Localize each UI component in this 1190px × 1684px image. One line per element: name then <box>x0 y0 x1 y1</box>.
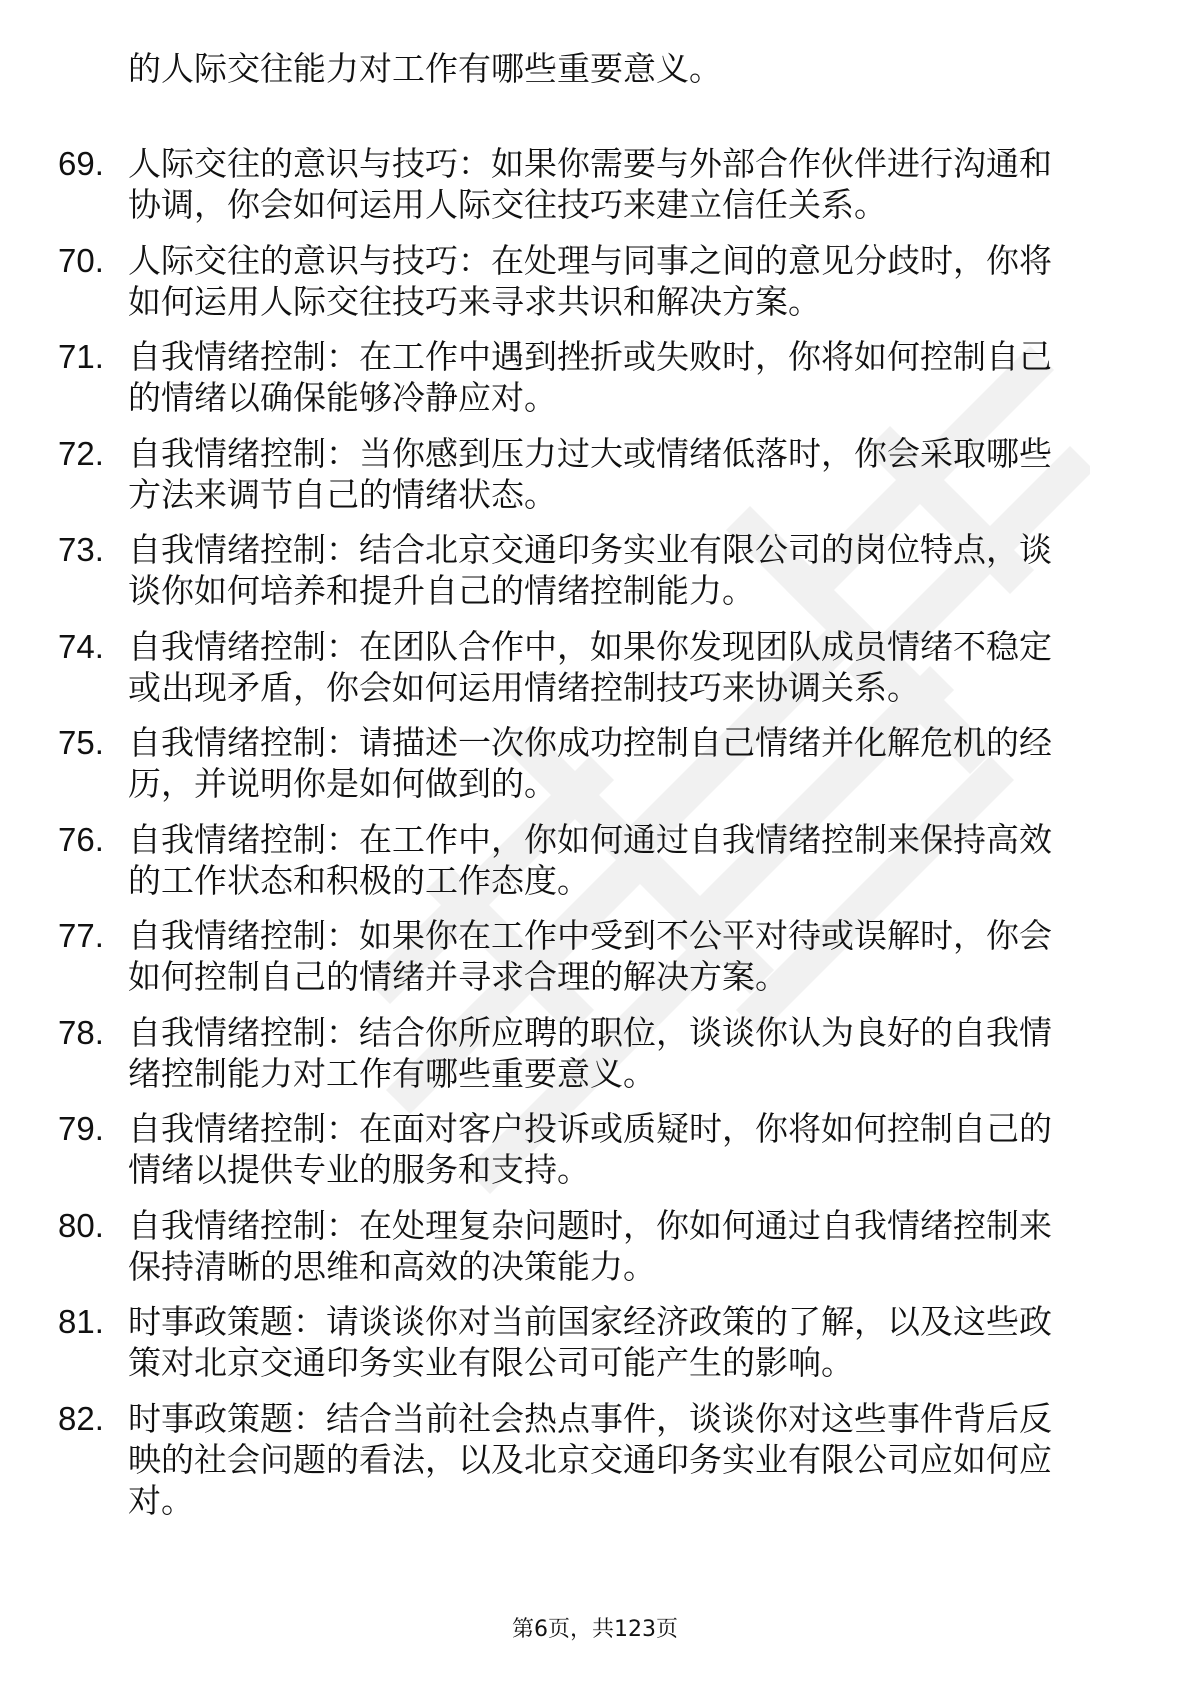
question-text-line: 时事政策题：结合当前社会热点事件，谈谈你对这些事件背后反 <box>128 1398 1052 1438</box>
question-text-line: 策对北京交通印务实业有限公司可能产生的影响。 <box>128 1343 854 1382</box>
question-text-line: 的工作状态和积极的工作态度。 <box>128 860 590 900</box>
page-footer: 第6页，共123页 <box>512 1617 678 1642</box>
question-number: 79. <box>58 1110 104 1147</box>
continuation-line: 的人际交往能力对工作有哪些重要意义。 <box>128 49 722 88</box>
question-number: 75. <box>58 724 104 761</box>
question-text <box>128 626 1118 708</box>
question-text <box>128 819 1118 901</box>
question-text <box>128 1108 1118 1190</box>
question-number: 82. <box>58 1399 104 1437</box>
question-text-line: 对。 <box>128 1480 194 1520</box>
question-text-line: 如何运用人际交往技巧来寻求共识和解决方案。 <box>128 281 821 321</box>
question-text-line: 自我情绪控制：在工作中遇到挫折或失败时，你将如何控制自己 <box>128 337 1052 376</box>
question-text-line: 自我情绪控制：如果你在工作中受到不公平对待或误解时，你会 <box>128 916 1052 955</box>
question-text <box>128 1012 1118 1094</box>
question-text-line: 映的社会问题的看法，以及北京交通印务实业有限公司应如何应 <box>128 1439 1052 1479</box>
question-text <box>128 336 1118 418</box>
question-number: 80. <box>58 1206 104 1244</box>
question-text-line: 的情绪以确保能够冷静应对。 <box>128 378 557 417</box>
question-text <box>128 143 1118 225</box>
question-text-line: 自我情绪控制：在团队合作中，如果你发现团队成员情绪不稳定 <box>128 626 1052 666</box>
question-text <box>128 1301 1118 1383</box>
question-text-line: 人际交往的意识与技巧：如果你需要与外部合作伙伴进行沟通和 <box>128 144 1052 183</box>
question-text-line: 时事政策题：请谈谈你对当前国家经济政策的了解，以及这些政 <box>128 1302 1052 1341</box>
question-text-line: 自我情绪控制：结合你所应聘的职位，谈谈你认为良好的自我情 <box>128 1012 1052 1052</box>
question-number: 73. <box>58 531 104 568</box>
question-text <box>128 433 1118 515</box>
question-text-line: 方法来调节自己的情绪状态。 <box>128 474 557 514</box>
question-text-line: 自我情绪控制：在处理复杂问题时，你如何通过自我情绪控制来 <box>128 1205 1052 1245</box>
question-text-line: 自我情绪控制：当你感到压力过大或情绪低落时，你会采取哪些 <box>128 433 1052 473</box>
question-number: 81. <box>58 1303 104 1340</box>
question-text-line: 自我情绪控制：请描述一次你成功控制自己情绪并化解危机的经 <box>128 723 1052 762</box>
question-text <box>128 1398 1118 1521</box>
question-text-line: 自我情绪控制：在面对客户投诉或质疑时，你将如何控制自己的 <box>128 1109 1052 1148</box>
question-number: 76. <box>58 820 104 858</box>
question-text-line: 或出现矛盾，你会如何运用情绪控制技巧来协调关系。 <box>128 667 920 707</box>
question-number: 78. <box>58 1013 104 1051</box>
question-text <box>128 722 1118 804</box>
question-text-line: 谈你如何培养和提升自己的情绪控制能力。 <box>128 571 755 610</box>
question-text-line: 情绪以提供专业的服务和支持。 <box>128 1150 590 1189</box>
question-text-line: 保持清晰的思维和高效的决策能力。 <box>128 1246 656 1286</box>
question-text <box>128 915 1118 997</box>
question-text-line: 协调，你会如何运用人际交往技巧来建立信任关系。 <box>128 185 887 224</box>
question-number: 69. <box>58 145 104 182</box>
question-text <box>128 1205 1118 1287</box>
question-number: 74. <box>58 627 104 665</box>
question-text <box>128 529 1118 611</box>
question-text-line: 如何控制自己的情绪并寻求合理的解决方案。 <box>128 957 788 996</box>
question-number: 77. <box>58 917 104 954</box>
question-text-line: 自我情绪控制：结合北京交通印务实业有限公司的岗位特点，谈 <box>128 530 1052 569</box>
question-text-line: 绪控制能力对工作有哪些重要意义。 <box>128 1053 656 1093</box>
question-text-line: 自我情绪控制：在工作中，你如何通过自我情绪控制来保持高效 <box>128 819 1052 859</box>
question-text <box>128 240 1118 322</box>
question-number: 72. <box>58 434 104 472</box>
question-number: 71. <box>58 338 104 375</box>
question-text-line: 历，并说明你是如何做到的。 <box>128 764 557 803</box>
question-number: 70. <box>58 241 104 279</box>
question-text-line: 人际交往的意识与技巧：在处理与同事之间的意见分歧时，你将 <box>128 240 1052 280</box>
